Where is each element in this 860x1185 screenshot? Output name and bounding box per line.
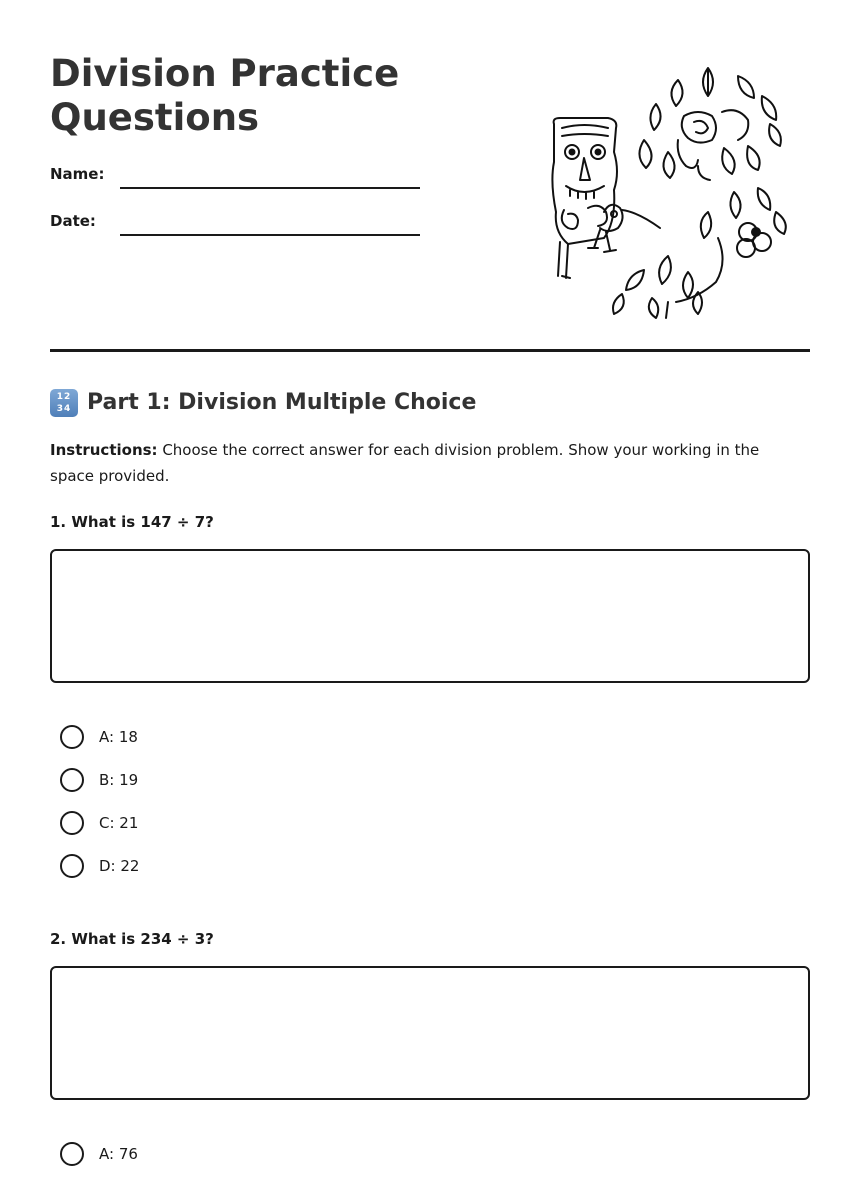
- tiki-carving-icon: [552, 118, 617, 278]
- instructions-text: Choose the correct answer for each division problem. Show your working in the space provided.: [50, 441, 760, 485]
- option-label: C: 21: [99, 814, 139, 832]
- worksheet-header: [50, 0, 810, 352]
- option-a[interactable]: [60, 1142, 360, 1185]
- date-label: Date:: [50, 212, 96, 230]
- option-c[interactable]: [60, 811, 360, 854]
- section-title: [50, 388, 476, 418]
- option-b[interactable]: [60, 768, 360, 811]
- radio-button[interactable]: [60, 854, 84, 878]
- radio-button[interactable]: [60, 1142, 84, 1166]
- question-text: 2. What is 234 ÷ 3?: [50, 930, 214, 948]
- name-field[interactable]: [50, 163, 420, 187]
- page-title: [50, 52, 470, 140]
- page-title-line-2: Questions: [50, 96, 260, 139]
- name-label: Name:: [50, 165, 105, 183]
- header-divider: [50, 349, 810, 352]
- option-a[interactable]: [60, 725, 360, 768]
- worksheet-page: [50, 0, 810, 1161]
- date-field[interactable]: [50, 210, 420, 234]
- answer-options: [60, 1142, 360, 1185]
- working-space-box[interactable]: [50, 549, 810, 683]
- option-label: A: 76: [99, 1145, 138, 1163]
- question-1: [50, 511, 810, 875]
- input-numbers-icon: 12 34: [50, 389, 78, 417]
- flower-cluster-bottom-icon: [613, 188, 786, 318]
- name-line[interactable]: [120, 187, 420, 189]
- instructions-label: Instructions:: [50, 441, 158, 459]
- question-text: 1. What is 147 ÷ 7?: [50, 513, 214, 531]
- option-label: A: 18: [99, 728, 138, 746]
- option-label: B: 19: [99, 771, 139, 789]
- instructions: [50, 437, 790, 489]
- kiwi-bird-icon: [588, 205, 660, 252]
- working-space-box[interactable]: [50, 966, 810, 1100]
- page-title-line-1: Division Practice: [50, 52, 400, 95]
- radio-button[interactable]: [60, 725, 84, 749]
- section-title-text: Part 1: Division Multiple Choice: [87, 390, 477, 415]
- leaf-cluster-top-icon: [639, 68, 780, 180]
- radio-button[interactable]: [60, 811, 84, 835]
- answer-options: [60, 725, 360, 897]
- question-2: [50, 928, 810, 1163]
- option-label: D: 22: [99, 857, 140, 875]
- date-line[interactable]: [120, 234, 420, 236]
- option-d[interactable]: [60, 854, 360, 897]
- radio-button[interactable]: [60, 768, 84, 792]
- tiki-bird-flowers-illustration: [548, 62, 788, 320]
